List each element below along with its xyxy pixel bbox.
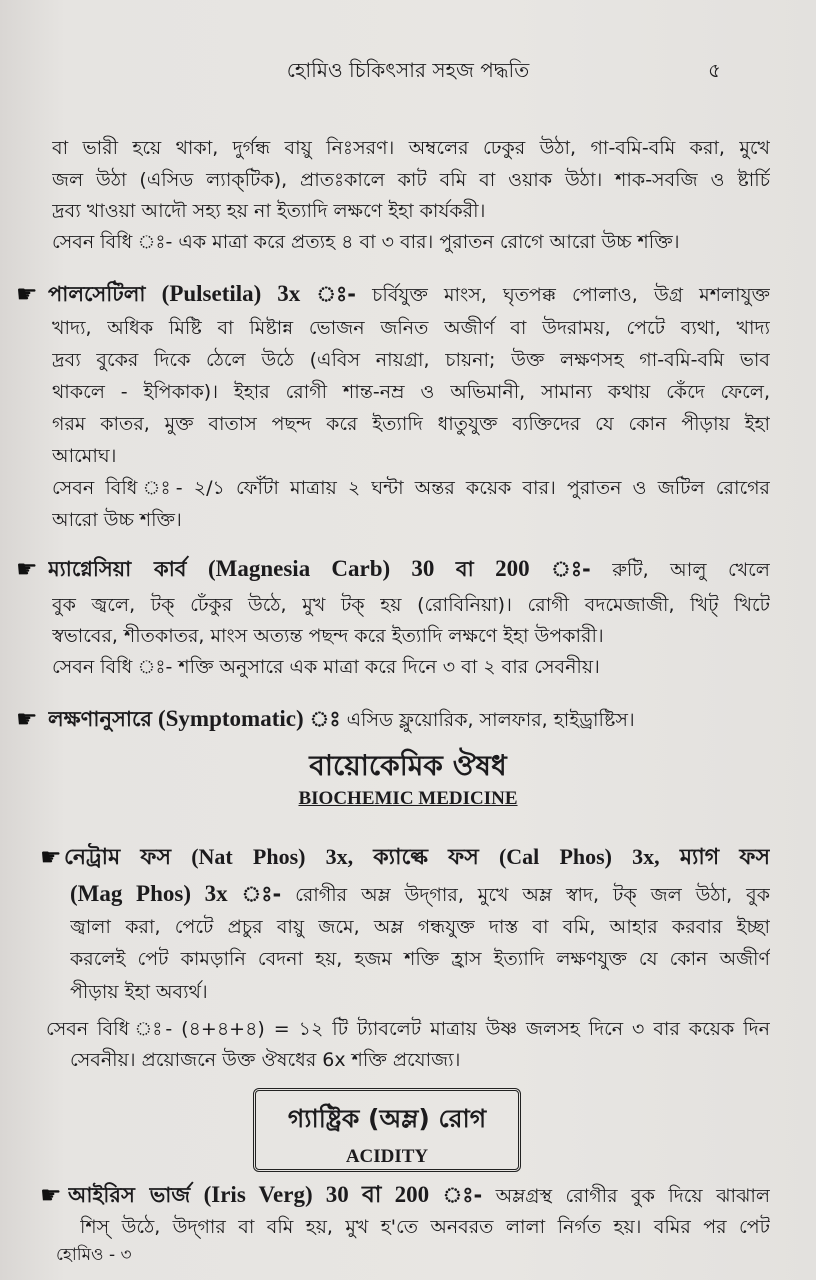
remedy-heading <box>48 280 770 310</box>
pointing-hand-icon: ☛ <box>16 705 38 733</box>
text-line: চর্বিযুক্ত মাংস, ঘৃতপক্ক পোলাও, উগ্র মশলাযুক্ত <box>372 284 770 306</box>
dosage-line: আরো উচ্চ শক্তি। <box>52 509 182 531</box>
text-line: স্বভাবের, শীতকাতর, মাংস অত্যন্ত পছন্দ করে ইত্যাদি লক্ষণে ইহা উপকারী। <box>52 625 604 647</box>
separator: ঃ- <box>241 882 282 906</box>
remedy-heading <box>48 555 770 585</box>
dosage-line: সেবন বিধি ঃ- ২/১ ফোঁটা মাত্রায় ২ ঘন্টা অন্তর কয়েক বার। পুরাতন ও জটিল রোগের <box>52 477 770 499</box>
text-line: বা ভারী হয়ে থাকা, দুর্গন্ধ বায়ু নিঃসরণ। অম্বলের ঢেকুর উঠা, গা-বমি-বমি করা, মুখে <box>52 137 770 159</box>
remedy-name-en: (Magnesia Carb) 30 <box>207 556 435 581</box>
section-title-bn: বায়োকেমিক ঔষধ <box>309 749 507 782</box>
remedy-heading <box>68 1181 770 1211</box>
remedy-name-bn: ম্যাগ্নেসিয়া কার্ব <box>48 557 187 581</box>
separator: ঃ- <box>442 1183 483 1207</box>
text-line: গরম কাতর, মুক্ত বাতাস পছন্দ করে ইত্যাদি ধাতুযুক্ত ব্যক্তিদের যে কোন পীড়ায় ইহা <box>52 413 770 435</box>
footer-signature: হোমিও - ৩ <box>56 1245 132 1265</box>
dosage-line: সেবন বিধি ঃ- শক্তি অনুসারে এক মাত্রা করে দিনে ৩ বা ২ বার সেবনীয়। <box>52 656 600 678</box>
pointing-hand-icon: ☛ <box>40 843 62 871</box>
text-line: করলেই পেট কামড়ানি বেদনা হয়, হজম শক্তি হ্রাস ইত্যাদি লক্ষণযুক্ত যে কোন অজীর্ণ <box>70 948 770 970</box>
text-line: এসিড ফ্লুয়োরিক, সালফার, হাইড্রাষ্টিস। <box>346 709 635 731</box>
remedy-heading <box>48 705 770 735</box>
text-line: পীড়ায় ইহা অব্যর্থ। <box>70 981 208 1003</box>
text-line: আমোঘ। <box>52 445 117 467</box>
dosage-line: সেবন বিধি ঃ- এক মাত্রা করে প্রত্যহ ৪ বা ৩ বার। পুরাতন রোগে আরো উচ্চ শক্তি। <box>52 231 680 253</box>
remedy-name-en: (Symptomatic) <box>157 706 304 731</box>
text-line: খাদ্য, অধিক মিষ্টি বা মিষ্টান্ন ভোজন জনিত অজীর্ণ বা উদরাময়, পেটে ব্যথা, খাদ্য <box>52 317 770 339</box>
remedy-name-bn: আইরিস ভার্জ <box>68 1183 191 1207</box>
section-title-en: BIOCHEMIC MEDICINE <box>298 788 518 809</box>
text-line: অম্লগ্রস্থ রোগীর বুক দিয়ে ঝাঝাল <box>495 1185 770 1207</box>
pointing-hand-icon: ☛ <box>16 280 38 308</box>
acidity-section-box <box>253 1088 521 1172</box>
text-line: দ্রব্য বুকের দিকে ঠেলে উঠে (এবিস নায়গ্রা, চায়না; উক্ত লক্ষণসহ গা-বমি-বমি ভাব <box>52 349 770 371</box>
conjunction: বা <box>455 557 474 581</box>
remedy-heading: নেট্রাম ফস (Nat Phos) 3x, ক্যাল্কে ফস (Cal Phos) 3x, ম্যাগ ফস <box>64 844 770 869</box>
dosage-line: সেবনীয়। প্রয়োজনে উক্ত ঔষধের 6x শক্তি প্রযোজ্য। <box>70 1049 461 1071</box>
text-line: বুক জ্বলে, টক্ ঢেঁকুর উঠে, মুখ টক্ হয় (রোবিনিয়া)। রোগী বদমেজাজী, খিট্ খিটে <box>52 594 770 616</box>
potency: 200 <box>495 556 530 581</box>
separator: ঃ <box>309 707 341 731</box>
text-line: শিস্ উঠে, উদ্‌গার বা বমি হয়, মুখ হ'তে অনবরত লালা নির্গত হয়। বমির পর পেট <box>80 1216 770 1238</box>
text-line: থাকলে - ইপিকাক)। ইহার রোগী শান্ত-নম্র ও অভিমানী, সামান্য কথায় কেঁদে ফেলে, <box>52 381 770 403</box>
remedy-name-en: (Pulsetila) 3x <box>161 281 301 306</box>
text-line: জ্বালা করা, পেটে প্রচুর বায়ু জমে, অম্ল গন্ধযুক্ত দাস্ত বা বমি, আহার করবার ইচ্ছা <box>70 916 770 938</box>
remedy-name-bn: পালসেটিলা <box>48 282 146 306</box>
remedy-name-bn: লক্ষণানুসারে <box>48 707 152 731</box>
separator: ঃ- <box>551 557 591 581</box>
remedy-heading-cont <box>70 880 770 910</box>
text-line: জল উঠা (এসিড ল্যাক্‌টিক), প্রাতঃকালে কাট বমি বা ওয়াক উঠা। শাক-সবজি ও ষ্টার্চি <box>52 169 770 191</box>
pointing-hand-icon: ☛ <box>16 555 38 583</box>
text-line: রুটি, আলু খেলে <box>612 559 770 581</box>
page-number: ৫ <box>708 58 721 82</box>
box-title-en: ACIDITY <box>345 1146 429 1167</box>
pointing-hand-icon: ☛ <box>40 1181 62 1209</box>
text-line: রোগীর অম্ল উদ্‌গার, মুখে অম্ল স্বাদ, টক্ জল উঠা, বুক <box>295 884 770 906</box>
text-line: দ্রব্য খাওয়া আদৌ সহ্য হয় না ইত্যাদি লক্ষণে ইহা কার্যকরী। <box>52 200 486 222</box>
box-title-bn: গ্যাষ্ট্রিক (অম্ল) রোগ <box>287 1104 487 1133</box>
running-title: হোমিও চিকিৎসার সহজ পদ্ধতি <box>286 58 530 82</box>
remedy-name-en: (Mag Phos) 3x <box>70 881 228 906</box>
separator: ঃ- <box>316 282 356 306</box>
remedy-name-en: (Iris Verg) 30 বা 200 <box>203 1182 430 1207</box>
dosage-line: সেবন বিধি ঃ- (৪+৪+৪) = ১২ টি ট্যাবলেট মাত্রায় উষ্ণ জলসহ দিনে ৩ বার কয়েক দিন <box>46 1018 770 1040</box>
